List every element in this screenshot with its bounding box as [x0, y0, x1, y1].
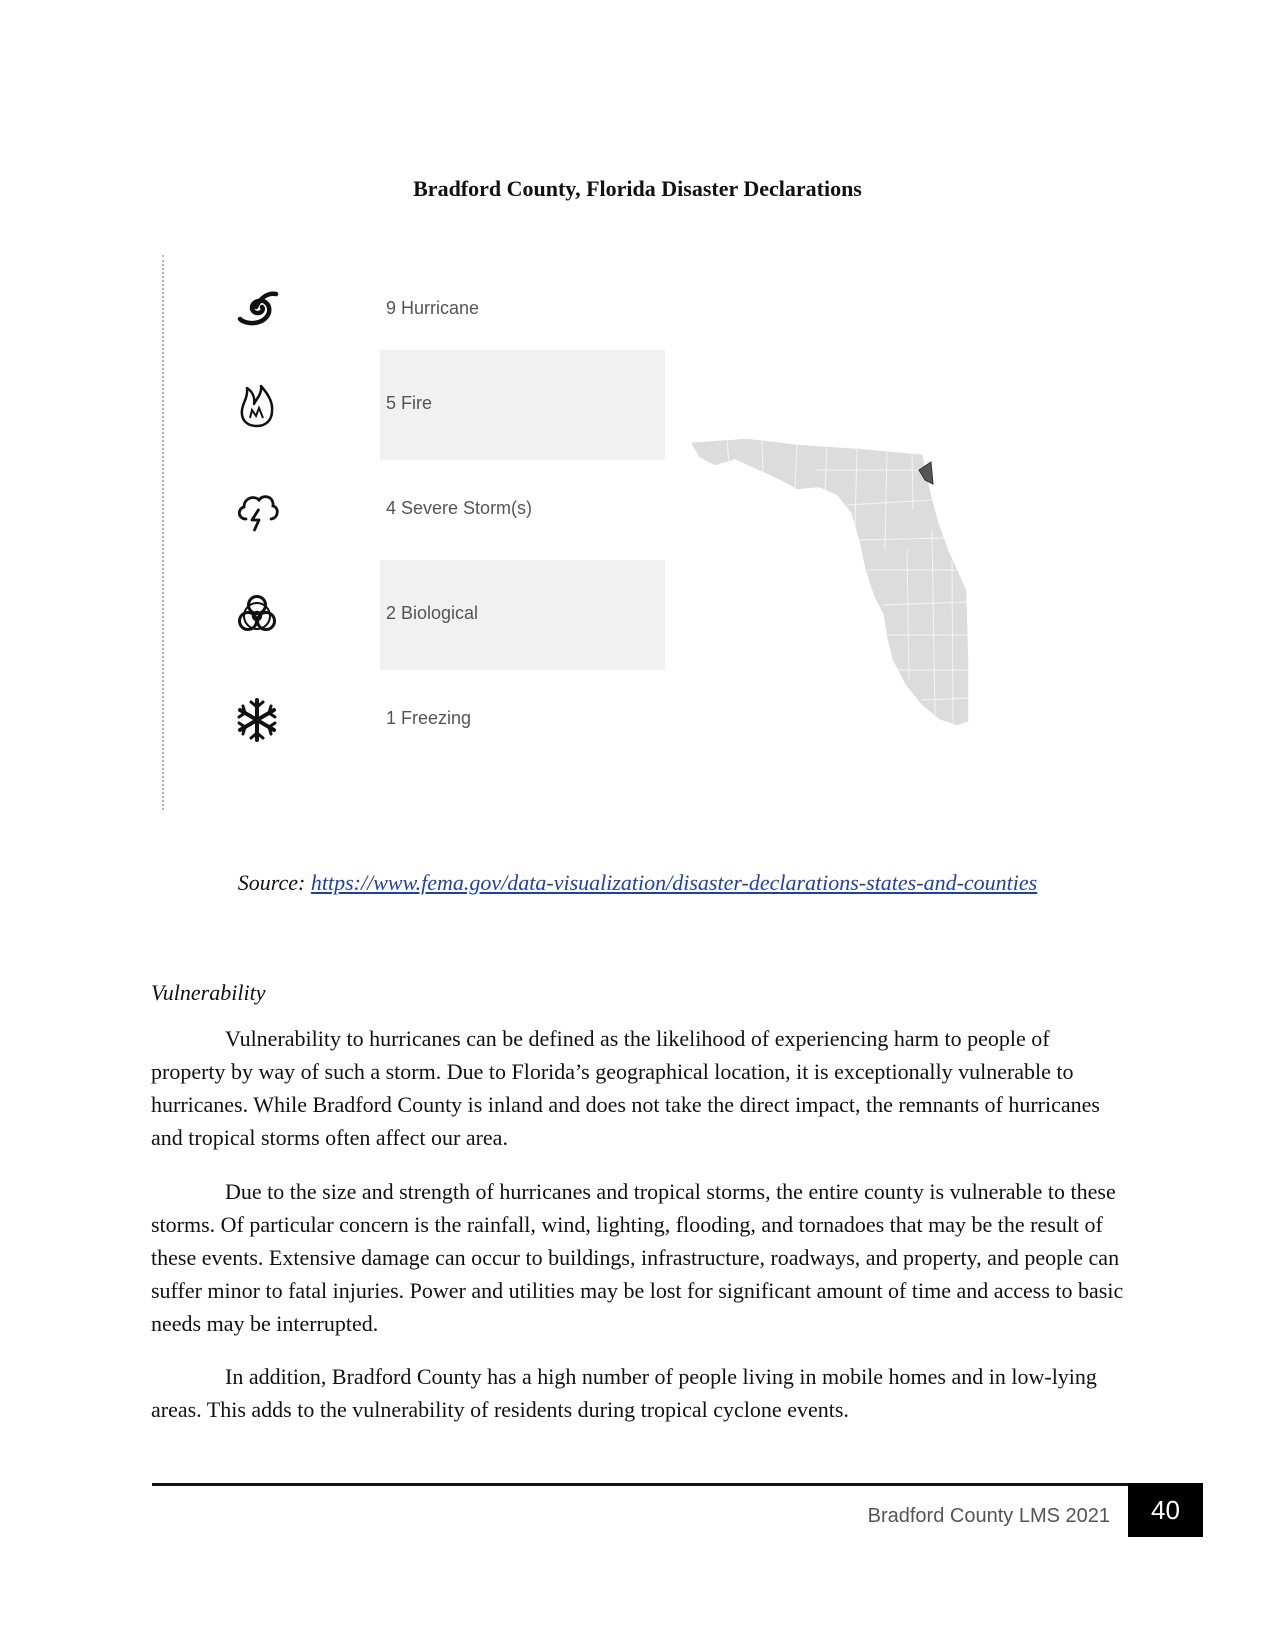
declaration-label: 2 Biological [386, 603, 479, 623]
snowflake-icon [232, 695, 282, 745]
source-line [0, 870, 1275, 896]
declaration-row-freezing [162, 665, 672, 775]
hurricane-icon [232, 285, 282, 335]
paragraph: In addition, Bradford County has a high number of people living in mobile homes and in low-lying areas. This adds to the vulnerability of residents during tropical cyclone events. [151, 1364, 1097, 1422]
florida-map [687, 430, 1032, 750]
source-prefix: Source: [237, 870, 311, 895]
declaration-label: 1 Freezing [386, 708, 472, 728]
page-title: Bradford County, Florida Disaster Declarations [413, 176, 862, 201]
disaster-declarations-figure [162, 255, 1032, 810]
paragraph: Due to the size and strength of hurricanes and tropical storms, the entire county is vulnerable to these storms. Of particular concern is the rainfall, wind, lighting, flooding, and tornadoes that may be the result of these events. Extensive damage can occur to buildings, infrastructure, roadways, and property, and people can suffer minor to fatal injuries. Power and utilities may be lost for significant amount of time and access to basic needs may be interrupted. [151, 1179, 1124, 1336]
declaration-row-severe-storm [162, 455, 672, 565]
footer-rule [152, 1483, 1202, 1486]
footer-text: Bradford County LMS 2021 [867, 1505, 1110, 1527]
biohazard-icon [232, 590, 282, 640]
source-link[interactable]: https://www.fema.gov/data-visualization/disaster-declarations-states-and-counties [310, 870, 1038, 895]
declaration-row-biological [162, 560, 672, 670]
declaration-label: 4 Severe Storm(s) [386, 498, 533, 518]
fire-icon [232, 380, 282, 430]
declaration-label: 9 Hurricane [386, 298, 480, 318]
declaration-row-hurricane [162, 255, 672, 365]
storm-icon [232, 485, 282, 535]
declaration-label: 5 Fire [386, 393, 433, 413]
section-heading: Vulnerability [151, 980, 266, 1005]
paragraph: Vulnerability to hurricanes can be defined as the likelihood of experiencing harm to people of property by way of such a storm. Due to Florida’s geographical location, it is exceptionally vulnerable to hurricanes. While Bradford County is inland and does not take the direct impact, the remnants of hurricanes and tropical storms often affect our area. [151, 1026, 1100, 1150]
declaration-row-fire [162, 350, 672, 460]
page-number: 40 [1128, 1483, 1203, 1537]
